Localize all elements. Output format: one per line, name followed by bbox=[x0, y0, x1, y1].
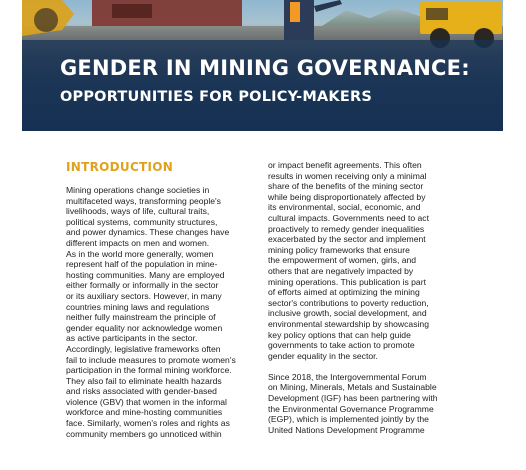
text-line: while being disproportionately affected by bbox=[268, 191, 426, 202]
text-line: environmental stewardship by showcasing bbox=[268, 318, 429, 329]
text-line: the Environmental Governance Programme bbox=[268, 403, 434, 414]
text-line: face. Similarly, women's roles and rights as bbox=[66, 418, 230, 429]
document-title: GENDER IN MINING GOVERNANCE: bbox=[60, 56, 470, 80]
text-line: Accordingly, legislative frameworks often bbox=[66, 343, 221, 354]
text-line: countries mining laws and regulations bbox=[66, 301, 210, 312]
text-line: results in women receiving only a minimal bbox=[268, 170, 427, 181]
text-line: share of the benefits of the mining sector bbox=[268, 181, 424, 192]
text-line: the empowerment of women, girls, and bbox=[268, 255, 417, 266]
text-line: its environmental, social, economic, and bbox=[268, 202, 421, 213]
text-line: cultural impacts. Governments need to act bbox=[268, 212, 429, 223]
text-line: gender equality in the sector. bbox=[268, 350, 378, 361]
text-line: of efforts aimed at optimizing the mining bbox=[268, 287, 420, 298]
text-line: As in the world more generally, women bbox=[66, 248, 214, 259]
text-line: and power dynamics. These changes have bbox=[66, 227, 230, 238]
right-text-column bbox=[268, 160, 462, 435]
text-line: livelihoods, ways of life, cultural traits, bbox=[66, 206, 210, 217]
text-line: hosting communities. Many are employed bbox=[66, 269, 225, 280]
text-line: or its auxiliary sectors. However, in many bbox=[66, 290, 222, 301]
partnership-paragraph bbox=[268, 372, 462, 436]
continuation-paragraph bbox=[268, 160, 462, 361]
paragraph-gap bbox=[268, 361, 462, 372]
text-line: mining operations. This publication is part bbox=[268, 276, 426, 287]
document-subtitle: OPPORTUNITIES FOR POLICY-MAKERS bbox=[60, 89, 372, 105]
text-line: either formally or informally in the sector bbox=[66, 280, 219, 291]
text-line: (EGP), which is implemented jointly by the bbox=[268, 414, 429, 425]
intro-paragraph bbox=[66, 185, 262, 439]
text-line: gender equality nor acknowledge women bbox=[66, 322, 223, 333]
text-line: inclusive growth, social development, and bbox=[268, 308, 427, 319]
text-line: proactively to remedy gender inequalities bbox=[268, 223, 425, 234]
text-line: different impacts on men and women. bbox=[66, 237, 210, 248]
left-text-column bbox=[66, 160, 262, 439]
text-line: sector's contributions to poverty reduction, bbox=[268, 297, 429, 308]
text-line: multifaceted ways, transforming people's bbox=[66, 195, 221, 206]
text-line: neither fully mainstream the principle of bbox=[66, 312, 216, 323]
banner-title-overlay bbox=[22, 40, 503, 131]
text-line: on Mining, Minerals, Metals and Sustainable bbox=[268, 382, 437, 393]
text-line: governments to take action to promote bbox=[268, 340, 415, 351]
text-line: workforce and mine-hosting communities bbox=[66, 407, 223, 418]
text-line: community members go unnoticed within bbox=[66, 428, 222, 439]
cover-banner bbox=[22, 0, 503, 131]
text-line: or impact benefit agreements. This often bbox=[268, 160, 422, 170]
text-line: Mining operations change societies in bbox=[66, 185, 210, 195]
text-line: Since 2018, the Intergovernmental Forum bbox=[268, 371, 427, 382]
text-line: violence (GBV) that women in the informal bbox=[66, 396, 227, 407]
text-line: key policy options that can help guide bbox=[268, 329, 411, 340]
text-line: and risks associated with gender-based bbox=[66, 386, 217, 397]
text-line: participation in the formal mining workforce. bbox=[66, 365, 232, 376]
text-line: fail to include measures to promote women's bbox=[66, 354, 236, 365]
section-heading: INTRODUCTION bbox=[66, 160, 174, 174]
text-line: United Nations Development Programme bbox=[268, 424, 425, 435]
text-line: as active participants in the sector. bbox=[66, 333, 198, 344]
text-line: Development (IGF) has been partnering with bbox=[268, 393, 438, 404]
text-line: political systems, community structures, bbox=[66, 216, 218, 227]
text-line: others that are negatively impacted by bbox=[268, 265, 414, 276]
text-line: exacerbated by the sector and implement bbox=[268, 234, 426, 245]
text-line: represent half of the population in mine- bbox=[66, 259, 218, 270]
text-line: They also fail to eliminate health hazards bbox=[66, 375, 222, 386]
text-line: mining policy frameworks that ensure bbox=[268, 244, 410, 255]
